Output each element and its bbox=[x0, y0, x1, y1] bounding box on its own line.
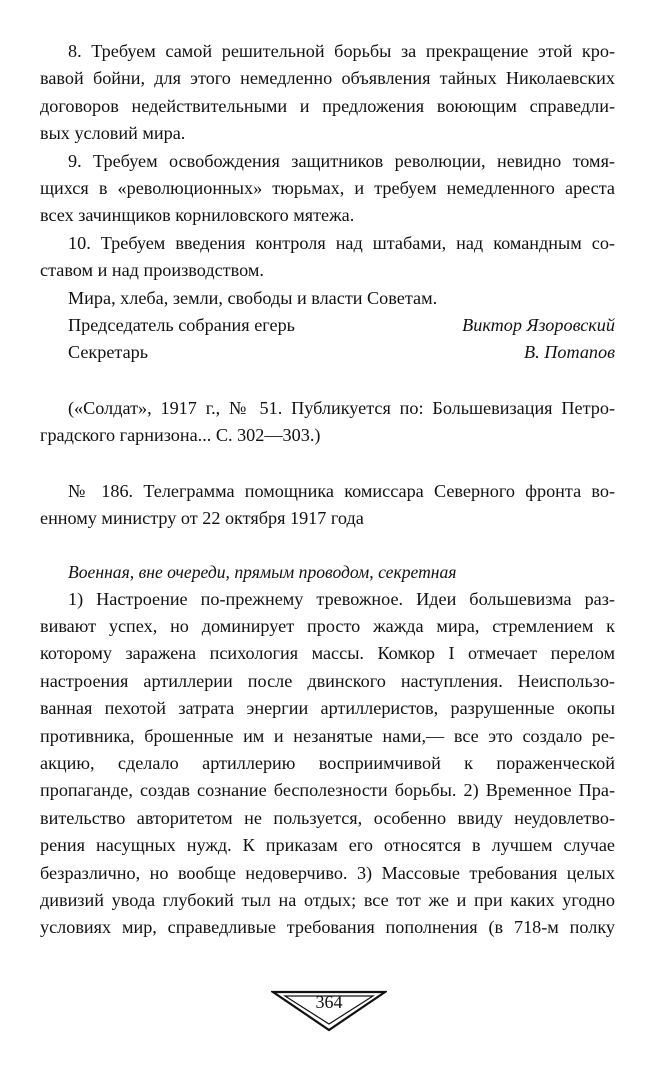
demand-8 bbox=[40, 38, 615, 148]
signature-role: Секретарь bbox=[68, 342, 149, 363]
text-line: договоров недействительными и предложения воюющим справедли- bbox=[40, 95, 615, 116]
text-line: противника, брошенные им и незанятые нами,— все это создало ре- bbox=[40, 725, 615, 746]
text-line: («Солдат», 1917 г., № 51. Публикуется по: Большевизация Петро- bbox=[68, 397, 615, 418]
text-line: пропаганде, создав сознание бесполезности борьбы. 2) Временное Пра- bbox=[40, 780, 615, 801]
text-line: которому заражена психология массы. Комкор I отмечает перелом bbox=[40, 643, 615, 664]
text-line: рения насущных нужд. К приказам его относятся в лучшем случае bbox=[40, 835, 615, 856]
text-line: всех зачинщиков корниловского мятежа. bbox=[40, 205, 355, 226]
text-line: условиях мир, справедливые требования пополнения (в 718-м полку bbox=[40, 917, 615, 938]
signature-secretary bbox=[40, 339, 615, 366]
signature-name: В. Потапов bbox=[524, 342, 615, 363]
text-line: щихся в «революционных» тюрьмах, и требуем немедленного ареста bbox=[40, 178, 615, 199]
page-number-ornament bbox=[271, 990, 387, 1032]
text-line: акцию, сделало артиллерию восприимчивой к пораженческой bbox=[40, 752, 615, 773]
spacer bbox=[40, 533, 615, 559]
text-line: 9. Требуем освобождения защитников революции, невидно томя- bbox=[68, 150, 615, 171]
signature-name: Виктор Язоровский bbox=[462, 315, 615, 336]
spacer bbox=[40, 450, 615, 478]
text-line: дивизий увода глубокий тыл на отдых; все тот же и при каких угодно bbox=[40, 889, 615, 910]
spacer bbox=[40, 367, 615, 395]
text-line: 10. Требуем введения контроля над штабами, над командным со- bbox=[68, 232, 615, 253]
text-line: вавой бойни, для этого немедленно объявления тайных Николаевских bbox=[40, 68, 615, 89]
text-line: вительство авторитетом не пользуется, особенно ввиду неудовлетво- bbox=[40, 807, 615, 828]
text-line: безразлично, но вообще недоверчиво. 3) Массовые требования целых bbox=[40, 862, 615, 883]
source-note bbox=[40, 395, 615, 450]
text-line: Мира, хлеба, земли, свободы и власти Советам. bbox=[68, 287, 438, 308]
text-line: 1) Настроение по-прежнему тревожное. Идеи большевизма раз- bbox=[68, 588, 615, 609]
signature-chairman bbox=[40, 312, 615, 339]
telegram-body bbox=[40, 586, 615, 942]
document-page bbox=[40, 38, 615, 942]
text-line: вых условий мира. bbox=[40, 123, 186, 144]
text-line: градского гарнизона... С. 302—303.) bbox=[40, 425, 321, 446]
slogan bbox=[40, 285, 615, 312]
text-line: 8. Требуем самой решительной борьбы за прекращение этой кро- bbox=[68, 41, 615, 61]
text-line: № 186. Телеграмма помощника комиссара Северного фронта во- bbox=[68, 480, 615, 501]
text-line: вивают успех, но доминирует просто жажда мира, стремлением к bbox=[40, 615, 615, 636]
text-line: ставом и над производством. bbox=[40, 260, 264, 281]
signature-role: Председатель собрания егерь bbox=[68, 315, 295, 336]
text-line: настроения артиллерии после двинского наступления. Неиспользо- bbox=[40, 670, 615, 691]
demand-10 bbox=[40, 230, 615, 285]
demand-9 bbox=[40, 148, 615, 230]
text-line: енному министру от 22 октября 1917 года bbox=[40, 508, 364, 529]
telegram-marking: Военная, вне очереди, прямым проводом, секретная bbox=[68, 561, 457, 582]
document-heading bbox=[40, 478, 615, 533]
page-number: 364 bbox=[315, 992, 343, 1012]
text-line: ванная пехотой затрата энергии артиллеристов, разрушенные окопы bbox=[40, 698, 615, 719]
